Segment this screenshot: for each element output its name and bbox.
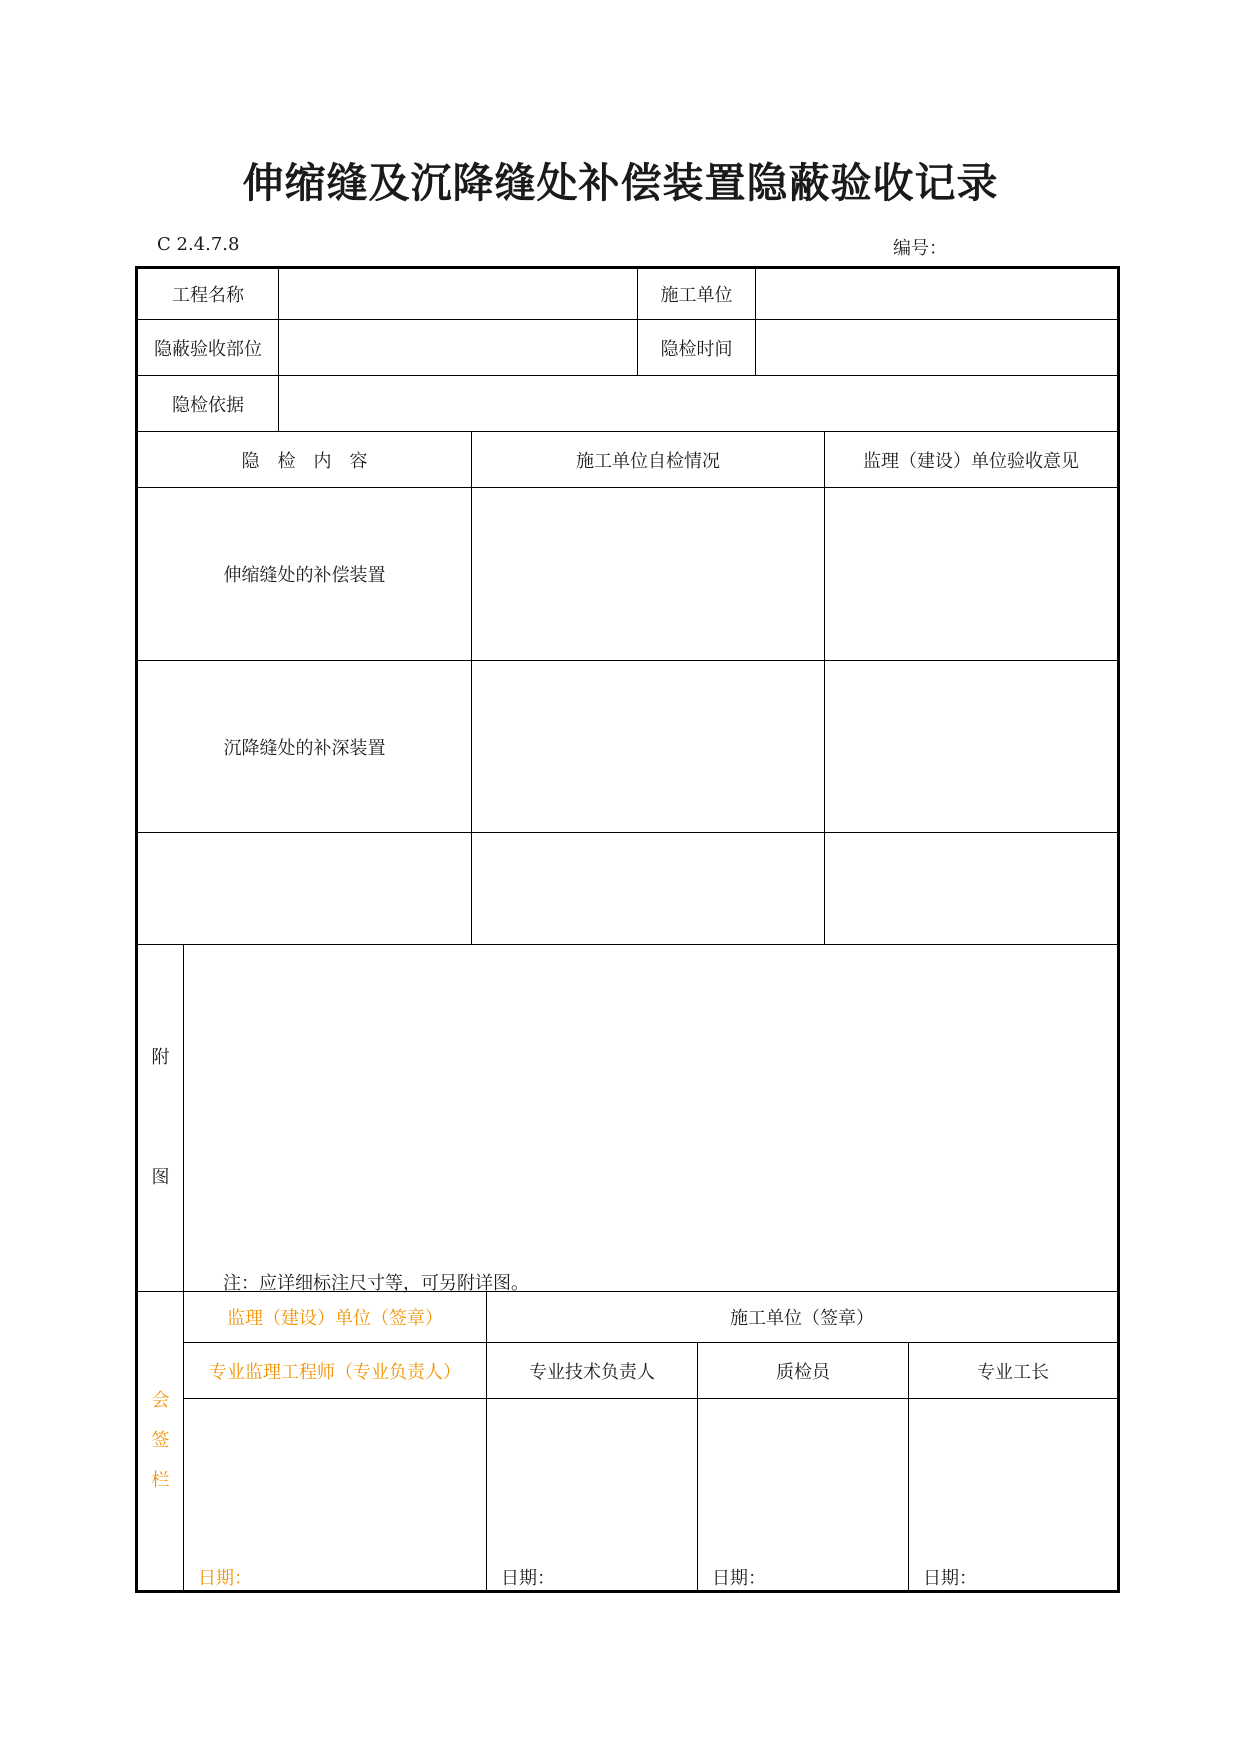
hidden-part-field[interactable] bbox=[279, 320, 638, 376]
supervising-engineer-label: 专业监理工程师（专业负责人） bbox=[184, 1343, 487, 1399]
content-header: 隐 检 内 容 bbox=[138, 432, 472, 488]
signature-char-1: 会 bbox=[151, 1390, 170, 1411]
quality-inspector-label: 质检员 bbox=[698, 1343, 909, 1399]
document-title: 伸缩缝及沉降缝处补偿装置隐蔽验收记录 bbox=[242, 159, 999, 207]
hidden-part-label: 隐蔽验收部位 bbox=[138, 320, 279, 376]
attachment-char-1: 附 bbox=[151, 1047, 170, 1068]
project-name-field[interactable] bbox=[279, 269, 638, 320]
supervisor-unit-seal-label: 监理（建设）单位（签章） bbox=[184, 1292, 487, 1343]
tech-lead-label: 专业技术负责人 bbox=[487, 1343, 698, 1399]
engineer-date-label: 日期： bbox=[198, 1568, 252, 1589]
contractor-unit-seal-label: 施工单位（签章） bbox=[487, 1292, 1117, 1343]
attachment-label bbox=[138, 945, 184, 1292]
attachment-drawing-area[interactable] bbox=[184, 945, 1117, 1292]
inspect-basis-label: 隐检依据 bbox=[138, 376, 279, 432]
item-expansion-joint: 伸缩缝处的补偿装置 bbox=[138, 488, 472, 661]
engineer-signature-area[interactable] bbox=[184, 1399, 487, 1590]
qc-date-label: 日期： bbox=[712, 1568, 766, 1589]
inspection-form-table bbox=[135, 266, 1120, 1593]
form-code: C 2.4.7.8 bbox=[157, 234, 240, 255]
inspect-basis-field[interactable] bbox=[279, 376, 1117, 432]
foreman-label: 专业工长 bbox=[909, 1343, 1117, 1399]
tech-lead-signature-area[interactable] bbox=[487, 1399, 698, 1590]
item-3-content-field[interactable] bbox=[138, 833, 472, 945]
project-name-label: 工程名称 bbox=[138, 269, 279, 320]
foreman-date-label: 日期： bbox=[923, 1568, 977, 1589]
item-3-self-check-field[interactable] bbox=[472, 833, 825, 945]
item-1-opinion-field[interactable] bbox=[825, 488, 1117, 661]
supervisor-opinion-header: 监理（建设）单位验收意见 bbox=[825, 432, 1117, 488]
item-3-opinion-field[interactable] bbox=[825, 833, 1117, 945]
self-check-header: 施工单位自检情况 bbox=[472, 432, 825, 488]
inspect-time-label: 隐检时间 bbox=[638, 320, 756, 376]
contractor-label: 施工单位 bbox=[638, 269, 756, 320]
inspect-time-field[interactable] bbox=[756, 320, 1117, 376]
signature-char-2: 签 bbox=[151, 1430, 170, 1451]
item-1-self-check-field[interactable] bbox=[472, 488, 825, 661]
tech-lead-date-label: 日期： bbox=[501, 1568, 555, 1589]
attachment-char-2: 图 bbox=[151, 1167, 170, 1188]
foreman-signature-area[interactable] bbox=[909, 1399, 1117, 1590]
signature-char-3: 栏 bbox=[151, 1470, 170, 1491]
item-settlement-joint: 沉降缝处的补深装置 bbox=[138, 661, 472, 833]
item-2-self-check-field[interactable] bbox=[472, 661, 825, 833]
serial-number-label: 编号： bbox=[893, 238, 947, 259]
contractor-field[interactable] bbox=[756, 269, 1117, 320]
attachment-note: 注：应详细标注尺寸等，可另附详图。 bbox=[223, 1273, 529, 1294]
qc-signature-area[interactable] bbox=[698, 1399, 909, 1590]
item-2-opinion-field[interactable] bbox=[825, 661, 1117, 833]
signature-label bbox=[138, 1292, 184, 1590]
